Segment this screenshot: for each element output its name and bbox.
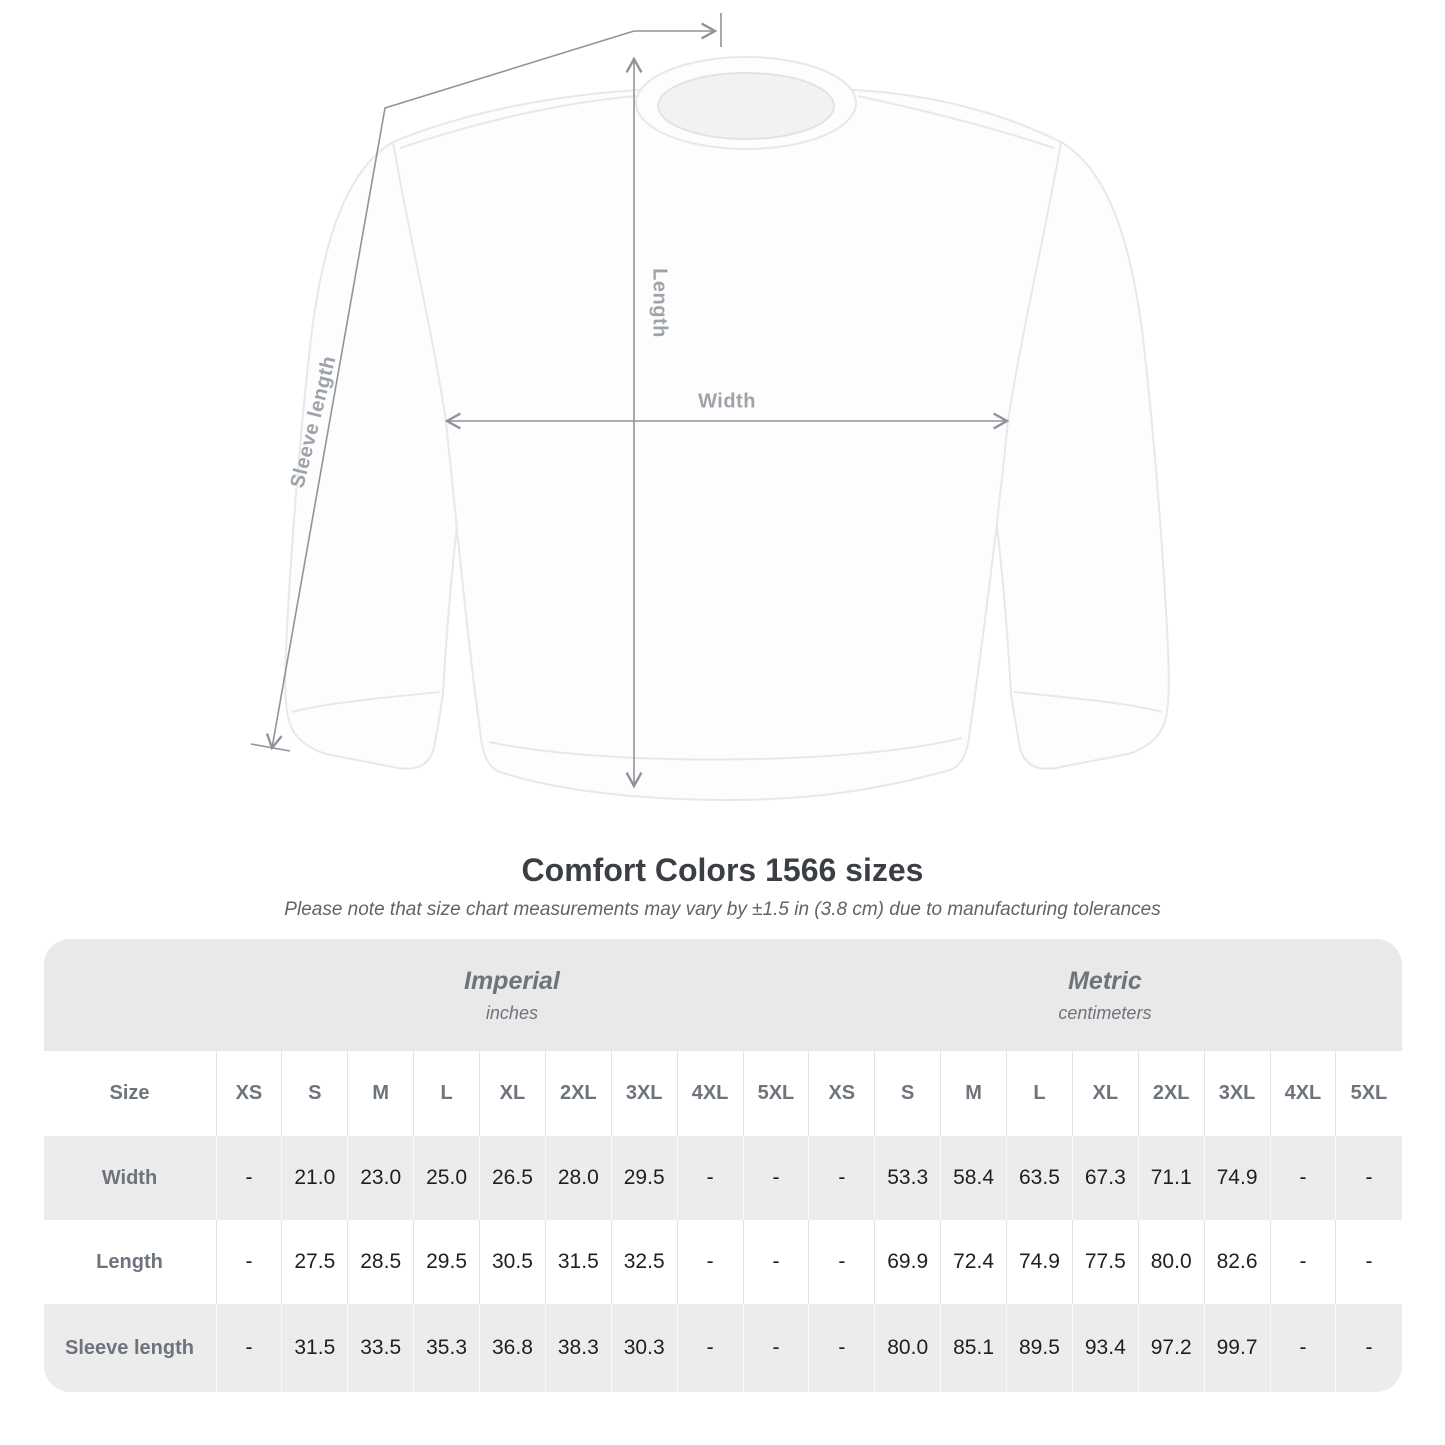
table-row-sleeve-length — [44, 1304, 1402, 1392]
size-cell: 21.0 — [281, 1136, 347, 1220]
size-header: XL — [479, 1051, 545, 1136]
size-header: XL — [1072, 1051, 1138, 1136]
size-cell: 25.0 — [413, 1136, 479, 1220]
imperial-group-header — [216, 939, 809, 1051]
size-cell: 32.5 — [611, 1220, 677, 1304]
size-cell: 23.0 — [347, 1136, 413, 1220]
row-label-width: Width — [44, 1136, 216, 1220]
size-cell: 97.2 — [1138, 1304, 1204, 1392]
sweatshirt-body-group — [285, 57, 1169, 800]
metric-group-header — [808, 939, 1401, 1051]
size-cell: 82.6 — [1204, 1220, 1270, 1304]
size-cell: - — [743, 1136, 809, 1220]
metric-label: Metric — [1068, 966, 1142, 995]
size-cell: 71.1 — [1138, 1136, 1204, 1220]
size-cell: 93.4 — [1072, 1304, 1138, 1392]
size-cell: 72.4 — [940, 1220, 1006, 1304]
size-cell: 67.3 — [1072, 1136, 1138, 1220]
size-cell: - — [1270, 1304, 1336, 1392]
size-table — [44, 939, 1402, 1392]
sleeve-length-label: Sleeve length — [286, 353, 341, 491]
size-cell: - — [1335, 1136, 1401, 1220]
size-cell: 80.0 — [874, 1304, 940, 1392]
size-cell: 63.5 — [1006, 1136, 1072, 1220]
size-cell: 36.8 — [479, 1304, 545, 1392]
page-title: Comfort Colors 1566 sizes — [521, 852, 924, 888]
size-cell: 26.5 — [479, 1136, 545, 1220]
size-header: S — [281, 1051, 347, 1136]
tolerance-note: Please note that size chart measurements may vary by ±1.5 in (3.8 cm) due to manufacturing tolerances — [284, 899, 1161, 920]
torso — [393, 90, 1061, 800]
size-cell: 58.4 — [940, 1136, 1006, 1220]
size-cell: 33.5 — [347, 1304, 413, 1392]
unit-group-row — [44, 939, 1402, 1051]
size-cell: 85.1 — [940, 1304, 1006, 1392]
size-header: M — [347, 1051, 413, 1136]
width-label: Width — [698, 390, 756, 413]
size-cell: - — [808, 1220, 874, 1304]
size-header: L — [413, 1051, 479, 1136]
size-header: 5XL — [1335, 1051, 1401, 1136]
metric-unit: centimeters — [1058, 1002, 1152, 1023]
size-cell: - — [808, 1136, 874, 1220]
size-header: 3XL — [1204, 1051, 1270, 1136]
size-header: XS — [808, 1051, 874, 1136]
size-cell: - — [743, 1220, 809, 1304]
size-cell: 28.0 — [545, 1136, 611, 1220]
size-header: XS — [216, 1051, 282, 1136]
size-header: 4XL — [1270, 1051, 1336, 1136]
size-corner-header: Size — [44, 1051, 216, 1136]
size-cell: 89.5 — [1006, 1304, 1072, 1392]
size-cell: 31.5 — [281, 1304, 347, 1392]
length-label: Length — [648, 268, 671, 338]
size-cell: 28.5 — [347, 1220, 413, 1304]
size-cell: - — [1270, 1136, 1336, 1220]
table-row-length — [44, 1220, 1402, 1304]
size-cell: 29.5 — [611, 1136, 677, 1220]
size-cell: 74.9 — [1204, 1136, 1270, 1220]
size-header: S — [874, 1051, 940, 1136]
imperial-unit: inches — [485, 1002, 538, 1023]
size-header: 3XL — [611, 1051, 677, 1136]
size-cell: - — [1335, 1220, 1401, 1304]
imperial-label: Imperial — [464, 966, 560, 995]
row-label-length: Length — [96, 1250, 163, 1273]
size-cell: 30.3 — [611, 1304, 677, 1392]
row-label-sleeve-length: Sleeve length — [44, 1304, 216, 1392]
size-cell: 35.3 — [413, 1304, 479, 1392]
size-header: 2XL — [545, 1051, 611, 1136]
size-cell: - — [677, 1220, 743, 1304]
size-cell: - — [1270, 1220, 1336, 1304]
size-cell: 99.7 — [1204, 1304, 1270, 1392]
band-corner — [44, 939, 216, 1051]
size-cell: - — [216, 1136, 282, 1220]
size-cell: 74.9 — [1006, 1220, 1072, 1304]
collar-opening — [658, 73, 834, 139]
size-header: 2XL — [1138, 1051, 1204, 1136]
size-header: 5XL — [743, 1051, 809, 1136]
size-cell: 80.0 — [1138, 1220, 1204, 1304]
size-header: 4XL — [677, 1051, 743, 1136]
size-cell: 38.3 — [545, 1304, 611, 1392]
size-cell: 30.5 — [479, 1220, 545, 1304]
size-cell: - — [677, 1304, 743, 1392]
size-header: M — [940, 1051, 1006, 1136]
size-cell: - — [216, 1220, 282, 1304]
table-row-width — [44, 1136, 1402, 1220]
size-cell: - — [216, 1304, 282, 1392]
size-header-row — [44, 1051, 1402, 1136]
size-cell: - — [1335, 1304, 1401, 1392]
size-table-container — [44, 939, 1402, 1392]
size-cell: - — [808, 1304, 874, 1392]
size-cell: 27.5 — [281, 1220, 347, 1304]
size-cell: 29.5 — [413, 1220, 479, 1304]
size-cell: 69.9 — [874, 1220, 940, 1304]
size-cell: 31.5 — [545, 1220, 611, 1304]
size-cell: - — [743, 1304, 809, 1392]
sleeve-start-tick — [251, 744, 290, 751]
size-cell: 53.3 — [874, 1136, 940, 1220]
size-cell: 77.5 — [1072, 1220, 1138, 1304]
size-cell: - — [677, 1136, 743, 1220]
size-header: L — [1006, 1051, 1072, 1136]
